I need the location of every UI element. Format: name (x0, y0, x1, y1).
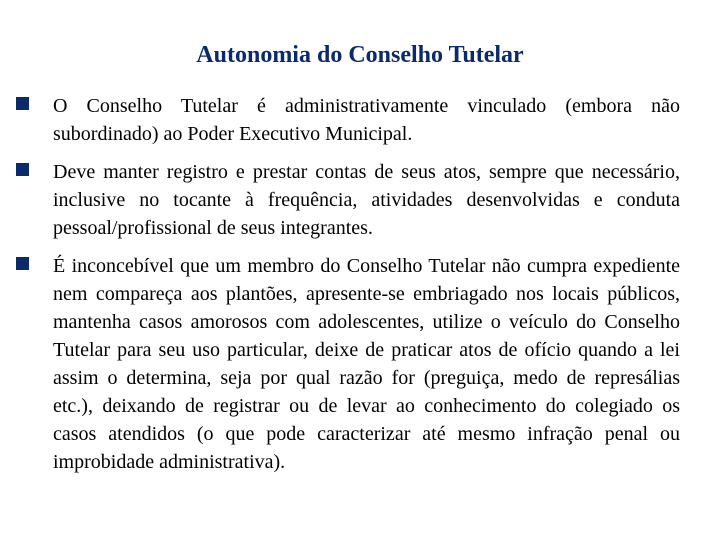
bullet-text: O Conselho Tutelar é administrativamente vinculado (embora não subordinado) ao Poder Executivo Municipal. (53, 95, 680, 145)
bullet-text: Deve manter registro e prestar contas de seus atos, sempre que necessário, inclusive no tocante à frequência, atividades desenvolvidas e conduta pessoal/profissional de seus integrantes. (53, 161, 680, 239)
square-bullet-icon (16, 257, 29, 270)
bullet-item (16, 92, 680, 148)
bullet-text: É inconcebível que um membro do Conselho Tutelar não cumpra expediente nem compareça aos plantões, apresente-se embriagado nos locais públicos, mantenha casos amorosos com adolescentes, utilize o veículo do Conselho Tutelar para seu uso particular, deixe de praticar atos de ofício quando a lei assim o determina, seja por qual razão for (preguiça, medo de represálias etc.), deixando de registrar ou de levar ao conhecimento do colegiado os casos atendidos (o que pode caracterizar até mesmo infração penal ou improbidade administrativa). (53, 255, 680, 473)
square-bullet-icon (16, 163, 29, 176)
bullet-item (16, 158, 680, 242)
slide-title: Autonomia do Conselho Tutelar (196, 42, 524, 68)
bullet-item (16, 252, 680, 476)
square-bullet-icon (16, 97, 29, 110)
bullet-list (16, 92, 680, 486)
